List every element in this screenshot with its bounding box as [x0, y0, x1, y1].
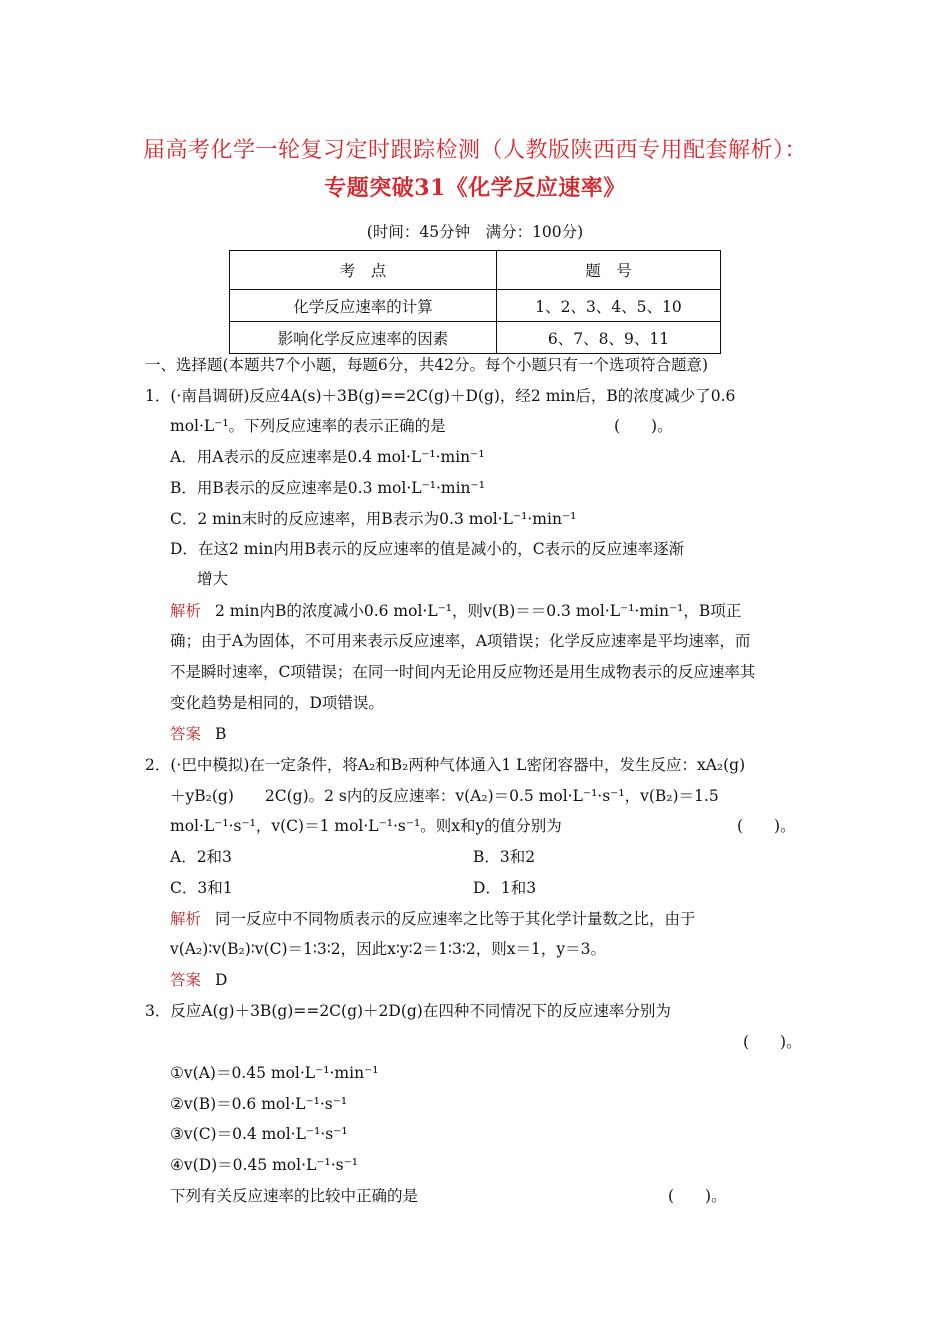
- exam-meta: (时间：45分钟 满分：100分): [366, 223, 584, 241]
- q1-answer-value: B: [215, 725, 227, 743]
- q1-answer: [170, 723, 226, 745]
- topic-table: [229, 250, 721, 354]
- doc-title-line2: 专题突破31《化学反应速率》: [324, 175, 626, 201]
- table-header-cell: 题 号: [497, 251, 721, 290]
- q3-stem-line1: 3．反应A(g)＋3B(g)==2C(g)＋2D(g)在四种不同情况下的反应速率分别为: [145, 1002, 671, 1020]
- q1-stem-line1: 1．(·南昌调研)反应4A(s)＋3B(g)==2C(g)＋D(g)，经2 min后，B的浓度减少了0.6: [145, 387, 736, 405]
- answer-label: 答案: [170, 725, 202, 743]
- table-row: [230, 322, 721, 354]
- q3-answer-blank-1: ( )。: [743, 1033, 802, 1051]
- q1-option-c: C．2 min末时的反应速率，用B表示为0.3 mol·L⁻¹·min⁻¹: [170, 510, 577, 528]
- q2-stem-line2: ＋yB₂(g) 2C(g)。2 s内的反应速率：v(A₂)＝0.5 mol·L⁻¹·s⁻¹，v(B₂)＝1.5: [170, 787, 719, 805]
- answer-label: 答案: [170, 971, 202, 989]
- q1-analysis-line3: 不是瞬时速率，C项错误；在同一时间内无论用反应物还是用生成物表示的反应速率其: [170, 663, 756, 681]
- table-cell: 1、2、3、4、5、10: [497, 290, 721, 322]
- q1-option-d-cont: 增大: [197, 570, 229, 588]
- q1-analysis-line1: [170, 600, 741, 622]
- q1-answer-blank: ( )。: [614, 417, 673, 435]
- q1-option-d: D．在这2 min内用B表示的反应速率的值是减小的，C表示的反应速率逐渐: [170, 540, 685, 558]
- q2-option-c: C．3和1: [170, 879, 233, 897]
- q3-answer-blank-2: ( )。: [668, 1187, 727, 1205]
- q2-answer-value: D: [215, 971, 228, 989]
- doc-title-line1: 届高考化学一轮复习定时跟踪检测（人教版陕西西专用配套解析）：: [142, 138, 807, 163]
- q2-answer-blank: ( )。: [737, 817, 796, 835]
- q2-analysis-line1: [170, 908, 696, 930]
- table-row: [230, 290, 721, 322]
- q3-item-4: ④v(D)＝0.45 mol·L⁻¹·s⁻¹: [170, 1156, 358, 1174]
- q3-item-1: ①v(A)＝0.45 mol·L⁻¹·min⁻¹: [170, 1064, 379, 1082]
- q1-option-b: B．用B表示的反应速率是0.3 mol·L⁻¹·min⁻¹: [170, 479, 485, 497]
- table-header-row: [230, 251, 721, 290]
- q1-option-a: A．用A表示的反应速率是0.4 mol·L⁻¹·min⁻¹: [170, 448, 485, 466]
- q3-stem-line2: 下列有关反应速率的比较中正确的是: [170, 1187, 419, 1205]
- q2-stem-line3: mol·L⁻¹·s⁻¹，v(C)＝1 mol·L⁻¹·s⁻¹。则x和y的值分别为: [170, 817, 562, 835]
- analysis-label: 解析: [170, 602, 202, 620]
- q1-analysis-line4: 变化趋势是相同的，D项错误。: [170, 694, 384, 712]
- q3-item-2: ②v(B)＝0.6 mol·L⁻¹·s⁻¹: [170, 1095, 348, 1113]
- analysis-label: 解析: [170, 910, 202, 928]
- q2-option-b: B．3和2: [473, 848, 536, 866]
- q2-option-d: D．1和3: [473, 879, 537, 897]
- q1-analysis-line2: 确；由于A为固体，不可用来表示反应速率，A项错误；化学反应速率是平均速率，而: [170, 632, 751, 650]
- table-header-cell: 考 点: [230, 251, 497, 290]
- q2-analysis-text: 同一反应中不同物质表示的反应速率之比等于其化学计量数之比，由于: [215, 910, 696, 928]
- q2-stem-line1: 2．(·巴中模拟)在一定条件，将A₂和B₂两种气体通入1 L密闭容器中，发生反应：xA₂(g): [145, 756, 746, 774]
- q2-answer: [170, 969, 227, 991]
- table-cell: 化学反应速率的计算: [230, 290, 497, 322]
- q3-item-3: ③v(C)＝0.4 mol·L⁻¹·s⁻¹: [170, 1125, 348, 1143]
- table-cell: 影响化学反应速率的因素: [230, 322, 497, 354]
- table-cell: 6、7、8、9、11: [497, 322, 721, 354]
- q1-analysis-text: 2 min内B的浓度减小0.6 mol·L⁻¹，则v(B)＝＝0.3 mol·L⁻¹·min⁻¹，B项正: [215, 602, 742, 620]
- section-heading: 一、选择题(本题共7个小题，每题6分，共42分。每个小题只有一个选项符合题意): [145, 356, 709, 374]
- q2-analysis-line2: v(A₂)∶v(B₂)∶v(C)＝1∶3∶2，因此x∶y∶2＝1∶3∶2，则x＝1，y＝3。: [170, 940, 606, 958]
- q1-stem-line2: mol·L⁻¹。下列反应速率的表示正确的是: [170, 417, 446, 435]
- q2-option-a: A．2和3: [170, 848, 232, 866]
